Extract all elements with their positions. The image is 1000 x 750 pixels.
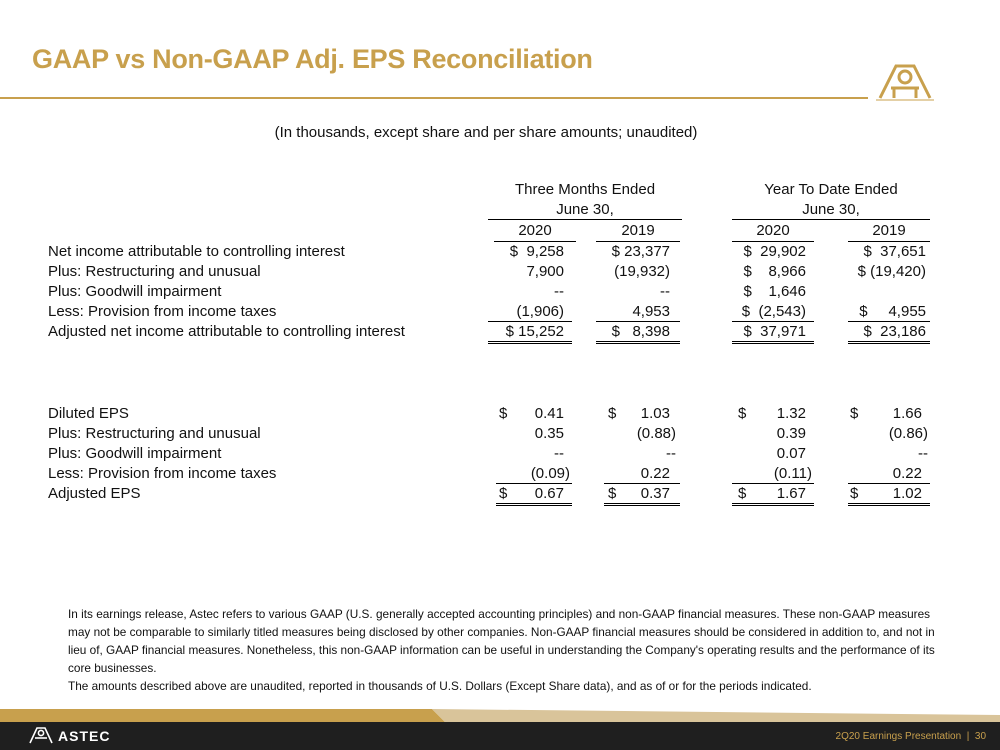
income-cell: $ 8,966 <box>743 263 806 280</box>
year-header: 2019 <box>872 222 906 239</box>
footer-gold-band <box>0 709 1000 723</box>
disclaimer-paragraph: In its earnings release, Astec refers to various GAAP (U.S. generally accepted accounting principles) and non-GAAP financial measures. These non-GAAP measures may not be comparable to similarly titled measures being disclosed by other companies. Non-GAAP financial measures should be considered in addition to, and not in lieu of, GAAP financial measures. Nonetheless, this non-GAAP information can be useful in understanding the Company's operating results and the performance of its core businesses. <box>68 607 935 675</box>
eps-cell: (0.11) <box>773 465 812 482</box>
disclaimer-paragraph: The amounts described above are unaudited, reported in thousands of U.S. Dollars (Except Share data), and as of or for the periods indicated. <box>68 679 812 693</box>
eps-cell: 0.35 <box>534 425 564 442</box>
eps-cell: 1.03 <box>640 405 670 422</box>
eps-row-label: Diluted EPS <box>48 405 129 422</box>
income-cell: $ 1,646 <box>743 283 806 300</box>
income-cell: $ 15,252 <box>505 323 564 340</box>
income-cell: $ 37,651 <box>863 243 926 260</box>
eps-cell: 1.67 <box>776 485 806 502</box>
header-ytd-line2: June 30, <box>802 201 860 218</box>
total-rule <box>496 503 572 506</box>
header-ytd-line1: Year To Date Ended <box>764 181 898 198</box>
eps-cell: 0.07 <box>776 445 806 462</box>
eps-currency: $ <box>499 485 508 502</box>
income-cell: -- <box>660 283 670 300</box>
total-rule <box>848 341 930 344</box>
eps-currency: $ <box>738 485 747 502</box>
slide-title: GAAP vs Non-GAAP Adj. EPS Reconciliation <box>32 44 593 74</box>
eps-cell: 0.22 <box>892 465 922 482</box>
eps-row-label: Plus: Goodwill impairment <box>48 445 222 462</box>
year-header: 2020 <box>756 222 790 239</box>
total-rule <box>848 503 930 506</box>
eps-cell: 0.39 <box>776 425 806 442</box>
total-rule <box>732 503 814 506</box>
income-cell: $ 8,398 <box>611 323 670 340</box>
income-cell: $ 9,258 <box>509 243 564 260</box>
total-rule <box>604 503 680 506</box>
year-header: 2020 <box>518 222 552 239</box>
eps-currency: $ <box>850 405 859 422</box>
eps-currency: $ <box>608 405 617 422</box>
subtitle: (In thousands, except share and per share amounts; unaudited) <box>274 124 698 141</box>
eps-cell: -- <box>666 445 676 462</box>
income-cell: (1,906) <box>516 303 564 320</box>
eps-cell: 0.37 <box>640 485 670 502</box>
eps-currency: $ <box>608 485 617 502</box>
income-cell: -- <box>554 283 564 300</box>
income-cell: $ (19,420) <box>857 263 926 280</box>
header-three-months-rule <box>488 219 682 220</box>
disclaimer <box>68 605 953 695</box>
header-three-months-line1: Three Months Ended <box>514 181 656 198</box>
eps-cell: 0.41 <box>534 405 564 422</box>
income-cell: $ 23,377 <box>611 243 670 260</box>
total-rule <box>488 341 572 344</box>
eps-currency: $ <box>850 485 859 502</box>
eps-currency: $ <box>738 405 747 422</box>
income-cell: (19,932) <box>614 263 670 280</box>
income-cell: 7,900 <box>526 263 564 280</box>
income-row-label: Plus: Goodwill impairment <box>48 283 222 300</box>
eps-cell: 1.66 <box>892 405 922 422</box>
eps-cell: 0.67 <box>534 485 564 502</box>
eps-cell: 1.32 <box>776 405 806 422</box>
eps-row-label: Less: Provision from income taxes <box>48 465 277 482</box>
income-row-label: Plus: Restructuring and unusual <box>48 263 261 280</box>
astec-logo-icon <box>28 726 54 744</box>
income-cell: $ 4,955 <box>859 303 926 320</box>
header-ytd-rule <box>732 219 930 220</box>
footer-brand: ASTEC <box>58 728 111 744</box>
eps-cell: -- <box>918 445 928 462</box>
eps-cell: (0.88) <box>636 425 676 442</box>
footer-page-label: 2Q20 Earnings Presentation | 30 <box>835 731 986 742</box>
income-row-label: Less: Provision from income taxes <box>48 303 277 320</box>
header-three-months-line2: June 30, <box>556 201 614 218</box>
eps-currency: $ <box>499 405 508 422</box>
total-rule <box>732 341 814 344</box>
eps-row-label: Plus: Restructuring and unusual <box>48 425 261 442</box>
income-cell: $ (2,543) <box>741 303 806 320</box>
income-cell: $ 23,186 <box>863 323 926 340</box>
income-cell: $ 37,971 <box>743 323 806 340</box>
income-row-label: Adjusted net income attributable to controlling interest <box>48 323 405 340</box>
eps-cell: 1.02 <box>892 485 922 502</box>
eps-cell: 0.22 <box>640 465 670 482</box>
income-cell: 4,953 <box>632 303 670 320</box>
astec-logo-icon <box>874 62 936 102</box>
eps-row-label: Adjusted EPS <box>48 485 141 502</box>
income-row-label: Net income attributable to controlling interest <box>48 243 345 260</box>
eps-cell: (0.09) <box>530 465 570 482</box>
year-header: 2019 <box>621 222 655 239</box>
income-cell: $ 29,902 <box>743 243 806 260</box>
total-rule <box>596 341 680 344</box>
eps-cell: -- <box>554 445 564 462</box>
title-rule <box>0 97 868 99</box>
eps-cell: (0.86) <box>888 425 928 442</box>
